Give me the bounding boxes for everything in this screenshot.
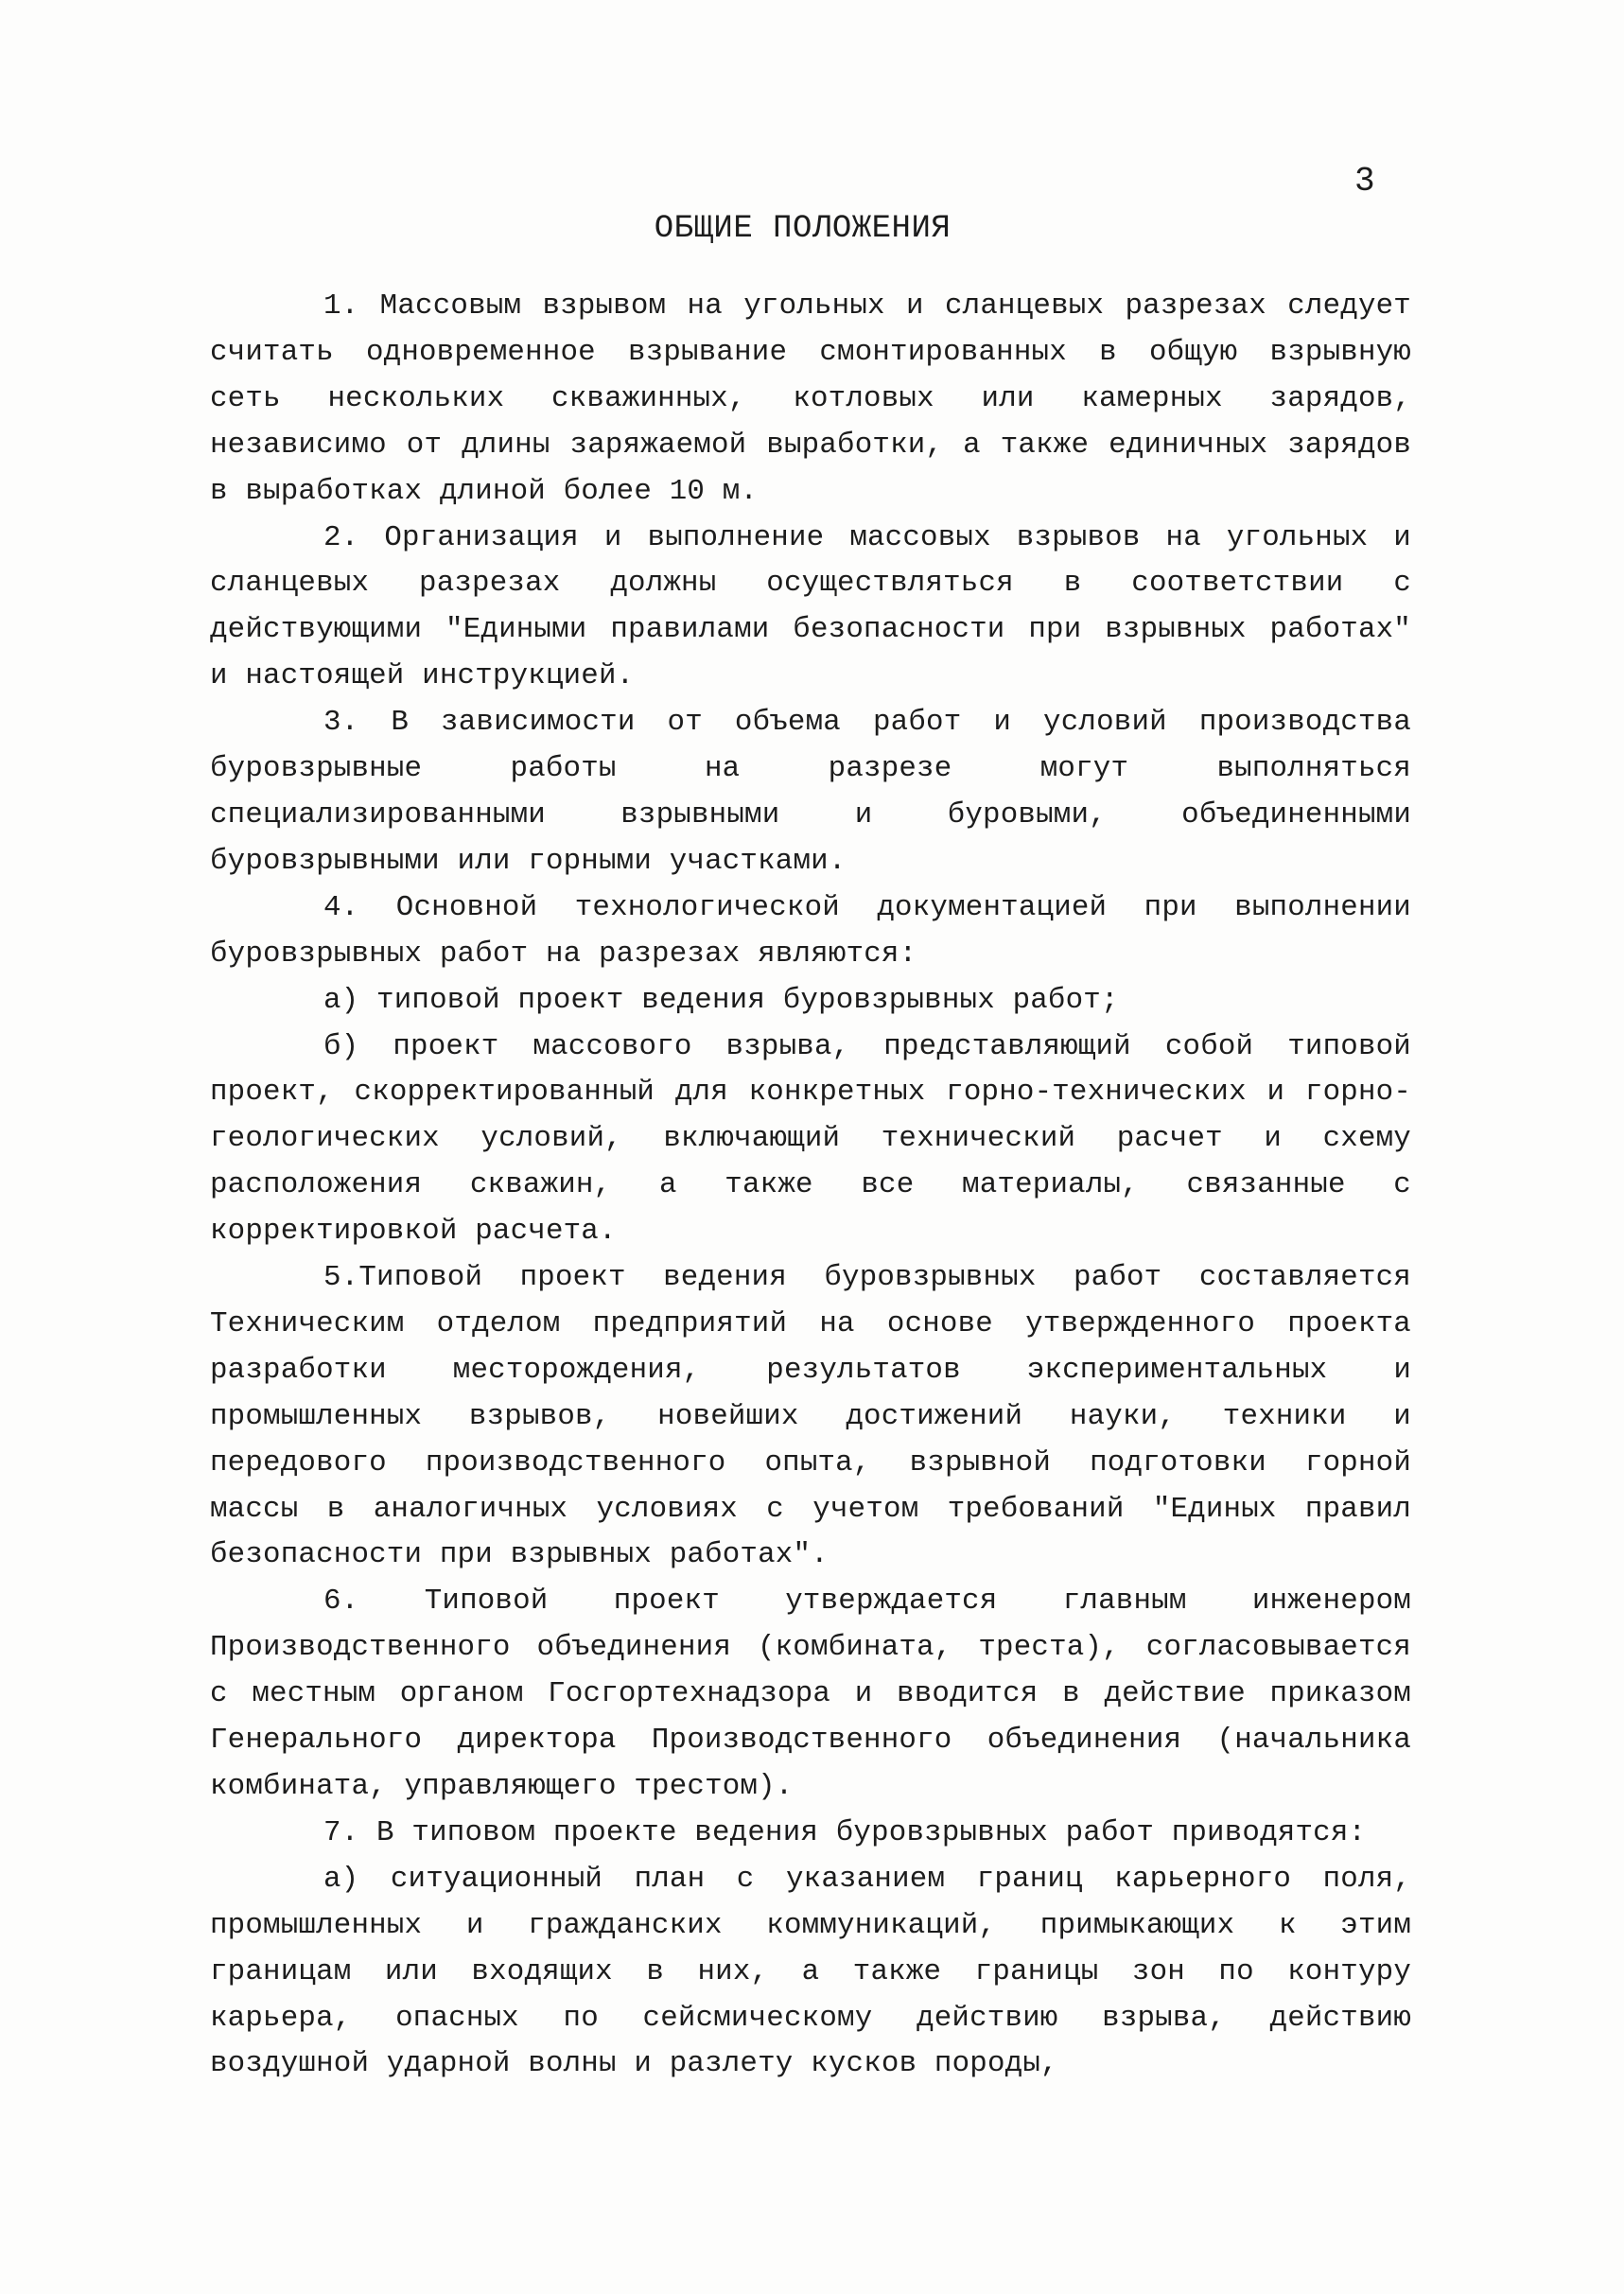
- paragraph-4b: б) проект массового взрыва, представляющий собой типовой проект, скорректированный для конкретных горно-технических и горно-геологических условий, включающий технический расчет и схему расположения скважин, а также все материалы, связанные с корректировкой расчета.: [210, 1029, 1411, 1249]
- document-body: [210, 284, 1411, 2088]
- paragraph-3: 3. В зависимости от объема работ и условий производства буровзрывные работы на разрезе могут выполняться специализированными взрывными и буровыми, объединенными буровзрывными или горными участками.: [210, 706, 1411, 878]
- section-heading: ОБЩИЕ ПОЛОЖЕНИЯ: [654, 211, 952, 247]
- paragraph-5: 5.Типовой проект ведения буровзрывных работ составляется Техническим отделом предприятий на основе утвержденного проекта разработки месторождения, результатов экспериментальных и промышленных взрывов, новейших достижений науки, техники и передового производственного опыта, взрывной подготовки горной массы в аналогичных условиях с учетом требований "Единых правил безопасности при взрывных работах".: [210, 1261, 1411, 1572]
- paragraph-4a: а) типовой проект ведения буровзрывных работ;: [323, 983, 1119, 1017]
- paragraph-4: 4. Основной технологической документацией при выполнении буровзрывных работ на разрезах являются:: [210, 890, 1411, 971]
- paragraph-1: 1. Массовым взрывом на угольных и сланцевых разрезах следует считать одновременное взрывание смонтированных в общую взрывную сеть нескольких скважинных, котловых или камерных зарядов, независимо от длины заряжаемой выработки, а также единичных зарядов в выработках длиной более 10 м.: [210, 289, 1411, 508]
- paragraph-2: 2. Организация и выполнение массовых взрывов на угольных и сланцевых разрезах должны осуществляться в соответствии с действующими "Едиными правилами безопасности при взрывных работах" и настоящей инструкцией.: [210, 520, 1411, 693]
- paragraph-6: 6. Типовой проект утверждается главным инженером Производственного объединения (комбината, треста), согласовывается с местным органом Госгортехнадзора и вводится в действие приказом Генерального директора Производственного объединения (начальника комбината, управляющего трестом).: [210, 1585, 1411, 1803]
- paragraph-7a: а) ситуационный план с указанием границ карьерного поля, промышленных и гражданских коммуникаций, примыкающих к этим границам или входящих в них, а также границы зон по контуру карьера, опасных по сейсмическому действию взрыва, действию воздушной ударной волны и разлету кусков породы,: [210, 1862, 1411, 2081]
- paragraph-7: 7. В типовом проекте ведения буровзрывных работ приводятся:: [323, 1815, 1367, 1849]
- page-number: 3: [1354, 162, 1375, 201]
